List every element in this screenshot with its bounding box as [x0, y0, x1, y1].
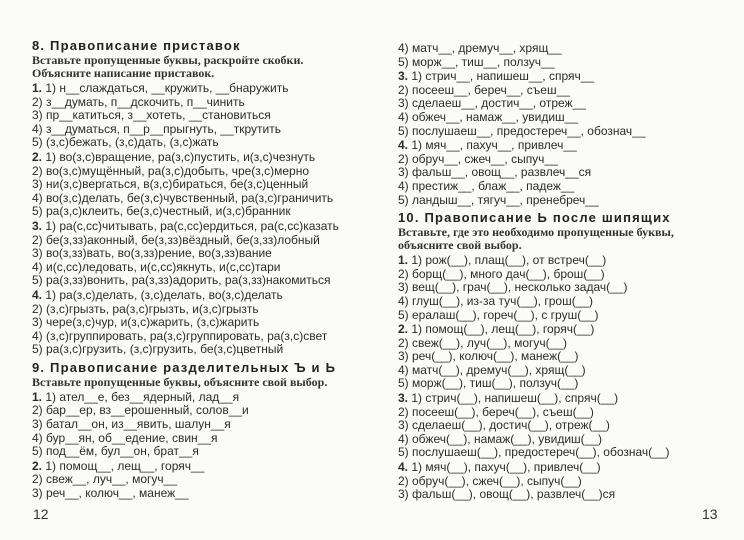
exercise-line [398, 254, 716, 268]
exercise-line [32, 343, 362, 357]
exercise-line [398, 42, 716, 56]
exercise-line [398, 446, 716, 460]
section-instruction: Вставьте пропущенные буквы, раскройте скобки. Объясните написание приставок. [32, 53, 304, 80]
exercise-text: 4) обжеч__, намаж__, увидиш__ [398, 109, 579, 124]
exercise-line [398, 268, 716, 282]
exercise-line [32, 391, 362, 405]
exercise-text: 1) помощ__, лещ__, горяч__ [45, 458, 205, 473]
exercise-text: 1) мяч__, пахуч__, привлеч__ [411, 138, 577, 153]
exercise-text: 1) во(з,с)вращение, ра(з,с)пустить, и(з,с)чезнуть [45, 149, 316, 164]
exercise-line [398, 419, 716, 433]
exercise-text: 4) во(з,с)делать, бе(з,с)чувственный, ра(з,с)граничить [32, 190, 334, 205]
exercise-text: 2) бе(з,зз)аконный, бе(з,зз)вёздный, бе(з,зз)лобный [32, 232, 320, 247]
exercise-text: 1) ател__е, без__ядерный, лад__я [45, 389, 240, 404]
exercise-text: 5) ра(з,с)клеить, бе(з,с)честный, и(з,с)бранник [32, 204, 291, 219]
exercise-line [32, 178, 362, 192]
exercise-line [32, 289, 362, 303]
section-heading: 9. Правописание разделительных Ъ и Ь [32, 359, 337, 375]
exercise-text: 3) во(з,зз)вать, во(з,зз)рение, во(з,зз)вание [32, 246, 272, 261]
left-page [32, 38, 362, 502]
exercise-text: 5) ра(з,зз)вонить, ра(з,зз)адорить, ра(з,зз)накомиться [32, 273, 331, 288]
exercise-text: 4) глуш(__), из-за туч(__), грош(__) [398, 293, 594, 308]
exercise-group [398, 461, 716, 502]
exercise-text: 4) (з,с)группировать, ра(з,с)группировать, ра(з,с)свет [32, 328, 328, 343]
exercise-number: 4. [32, 287, 43, 302]
exercise-group [32, 151, 362, 219]
exercise-text: 5) под__ём, бул__он, брат__я [32, 444, 199, 459]
exercise-line [398, 153, 716, 167]
section-instruction: Вставьте пропущенные буквы, объясните свой выбор. [32, 374, 328, 389]
exercise-line [32, 487, 362, 501]
exercise-text: 5) морж(__), тиш(__), ползуч(__) [398, 376, 579, 391]
exercise-group [398, 254, 716, 322]
section-heading: 10. Правописание Ь после шипящих [398, 210, 671, 226]
exercise-text: 2) посееш__, береч__, съеш__ [398, 82, 570, 97]
exercise-text: 1) стрич(__), напишеш(__), спряч(__) [411, 391, 619, 406]
exercise-number: 2. [32, 149, 43, 164]
exercise-text: 1) н__слаждаться, __кружить, __бнаружить [45, 81, 289, 95]
exercise-text: 3) вещ(__), грач(__), несколько задач(__) [398, 280, 628, 295]
exercise-group [32, 289, 362, 357]
exercise-text: 1) помощ(__), лещ(__), горяч(__) [411, 322, 595, 337]
exercise-text: 3) ни(з,с)вергаться, в(з,с)бираться, бе(з,с)ценный [32, 177, 309, 192]
exercise-text: 2) свеж(__), луч(__), могуч(__) [398, 335, 567, 350]
page-number-right: 13 [702, 506, 718, 522]
exercise-line [398, 56, 716, 70]
exercise-line [398, 461, 716, 475]
exercise-number: 2. [32, 458, 43, 473]
exercise-text: 4) матч(__), дремуч(__), хрящ(__) [398, 362, 586, 377]
exercise-text: 3) сделаеш__, достич__, отреж__ [398, 96, 586, 111]
exercise-line [398, 392, 716, 406]
exercise-line [398, 488, 716, 502]
exercise-line [32, 316, 362, 330]
exercise-line [32, 165, 362, 179]
exercise-text: 2) з__думать, п__дскочить, п__чинить [32, 94, 245, 109]
exercise-number: 3. [398, 391, 409, 406]
exercise-text: 2) (з,с)грызть, ра(з,с)грызть, и(з,с)грызть [32, 301, 259, 316]
exercise-text: 3) реч__, колюч__, манеж__ [32, 486, 189, 501]
exercise-text: 3) пр__катиться, з__хотеть, __становиться [32, 108, 271, 123]
exercise-group [398, 392, 716, 460]
exercise-line [32, 247, 362, 261]
exercise-text: 5) ландыш__, тягуч__, пренебреч__ [398, 192, 599, 207]
exercise-text: 2) борщ(__), много дач(__), брош(__) [398, 266, 605, 281]
section-instruction: Вставьте, где это необходимо пропущенные буквы, объясните свой выбор. [398, 225, 674, 253]
exercise-group [398, 70, 716, 138]
exercise-number: 1. [32, 81, 43, 95]
exercise-line [398, 406, 716, 420]
exercise-line [398, 84, 716, 98]
exercise-text: 2) обруч(__), сжеч(__), сыпуч(__) [398, 473, 582, 488]
page-number-left: 12 [33, 506, 49, 522]
exercise-line [32, 432, 362, 446]
exercise-text: 1) стрич__, напишеш__, спряч__ [411, 69, 595, 84]
exercise-text: 2) бар__ер, вз__ерошенный, солов__и [32, 403, 249, 418]
exercise-line [398, 337, 716, 351]
exercise-line [398, 475, 716, 489]
exercise-line [398, 125, 716, 139]
section-9 [32, 360, 362, 501]
exercise-text: 5) послушаеш__, предостереч__, обознач__ [398, 123, 646, 138]
exercise-text: 2) свеж__, луч__, могуч__ [32, 472, 177, 487]
exercise-line [398, 97, 716, 111]
exercise-number: 3. [398, 69, 409, 84]
exercise-line [32, 192, 362, 206]
exercise-line [398, 364, 716, 378]
exercise-text: 4) з__думаться, п__р__прыгнуть, __ткрутить [32, 121, 281, 136]
exercise-line [32, 330, 362, 344]
exercise-line [398, 309, 716, 323]
exercise-line [32, 123, 362, 137]
exercise-text: 4) матч__, дремуч__, хрящ__ [398, 41, 562, 55]
exercise-line [398, 350, 716, 364]
exercise-number: 4. [398, 460, 409, 475]
exercise-group [32, 220, 362, 288]
exercise-line [32, 418, 362, 432]
exercise-line [398, 281, 716, 295]
exercise-line [32, 473, 362, 487]
exercise-line [398, 111, 716, 125]
exercise-group [32, 82, 362, 150]
exercise-number: 2. [398, 322, 409, 337]
section-10 [398, 210, 716, 502]
exercise-line [32, 445, 362, 459]
exercise-text: 4) обжеч(__), намаж(__), увидиш(__) [398, 431, 602, 446]
exercise-group [398, 139, 716, 207]
exercise-line [32, 82, 362, 96]
exercise-line [398, 180, 716, 194]
exercise-line [398, 433, 716, 447]
exercise-line [32, 220, 362, 234]
exercise-line [32, 136, 362, 150]
exercise-line [398, 139, 716, 153]
exercise-number: 1. [32, 389, 43, 404]
exercise-group [398, 42, 716, 69]
exercise-line [398, 295, 716, 309]
section-8 [32, 38, 362, 357]
exercise-group [398, 323, 716, 391]
exercise-line [32, 151, 362, 165]
exercise-line [398, 323, 716, 337]
right-page [398, 42, 716, 503]
exercise-number: 1. [398, 253, 409, 268]
exercise-text: 1) рож(__), плащ(__), от встреч(__) [411, 253, 607, 268]
section-heading: 8. Правописание приставок [32, 38, 241, 53]
exercise-text: 4) престиж__, блаж__, падеж__ [398, 178, 575, 193]
exercise-line [32, 261, 362, 275]
exercise-number: 3. [32, 218, 43, 233]
exercise-text: 3) фальш(__), овощ(__), развлеч(__)ся [398, 487, 616, 502]
exercise-text: 5) ералаш(__), гореч(__), с груш(__) [398, 307, 599, 322]
exercise-line [398, 194, 716, 208]
exercise-line [32, 205, 362, 219]
exercise-group [32, 391, 362, 459]
exercise-line [32, 234, 362, 248]
exercise-text: 3) чере(з,с)чур, и(з,с)жарить, (з,с)жарить [32, 315, 260, 330]
exercise-text: 1) ра(с,сс)читывать, ра(с,сс)ердиться, ра(с,сс)казать [45, 218, 339, 233]
exercise-text: 1) мяч(__), пахуч(__), привлеч(__) [411, 460, 601, 475]
exercise-text: 5) послушаеш(__), предостереч(__), обознач(__) [398, 445, 670, 460]
exercise-line [32, 460, 362, 474]
exercise-group [32, 460, 362, 501]
exercise-line [398, 70, 716, 84]
exercise-text: 2) во(з,с)мущённый, ра(з,с)добыть, чре(з,с)мерно [32, 163, 310, 178]
exercise-line [32, 96, 362, 110]
exercise-text: 3) сделаеш(__), достич(__), отреж(__) [398, 418, 610, 433]
exercise-line [32, 404, 362, 418]
exercise-text: 5) (з,с)бежать, (з,с)дать, (з,с)жать [32, 135, 219, 150]
exercise-text: 5) морж__, тиш__, ползуч__ [398, 54, 555, 69]
exercise-text: 3) фальш__, овощ__, развлеч__ся [398, 165, 592, 180]
exercise-text: 5) ра(з,с)грузить, (з,с)грузить, бе(з,с)цветный [32, 342, 284, 357]
exercise-line [32, 109, 362, 123]
exercise-text: 3) реч(__), колюч(__), манеж(__) [398, 349, 579, 364]
exercise-text: 2) обруч__, сжеч__, сыпуч__ [398, 151, 558, 166]
exercise-text: 3) батал__он, из__явить, шалун__я [32, 417, 231, 432]
exercise-line [32, 274, 362, 288]
exercise-text: 4) и(с,сс)ледовать, и(с,сс)якнуть, и(с,сс)тари [32, 259, 281, 274]
exercise-number: 4. [398, 138, 409, 153]
exercise-text: 4) бур__ян, об__едение, свин__я [32, 430, 218, 445]
exercise-text: 1) ра(з,с)делать, (з,с)делать, во(з,с)делать [45, 287, 283, 302]
exercise-line [398, 377, 716, 391]
exercise-line [32, 303, 362, 317]
exercise-text: 2) посееш(__), береч(__), съеш(__) [398, 404, 594, 419]
section-9-continuation [398, 42, 716, 207]
exercise-line [398, 166, 716, 180]
